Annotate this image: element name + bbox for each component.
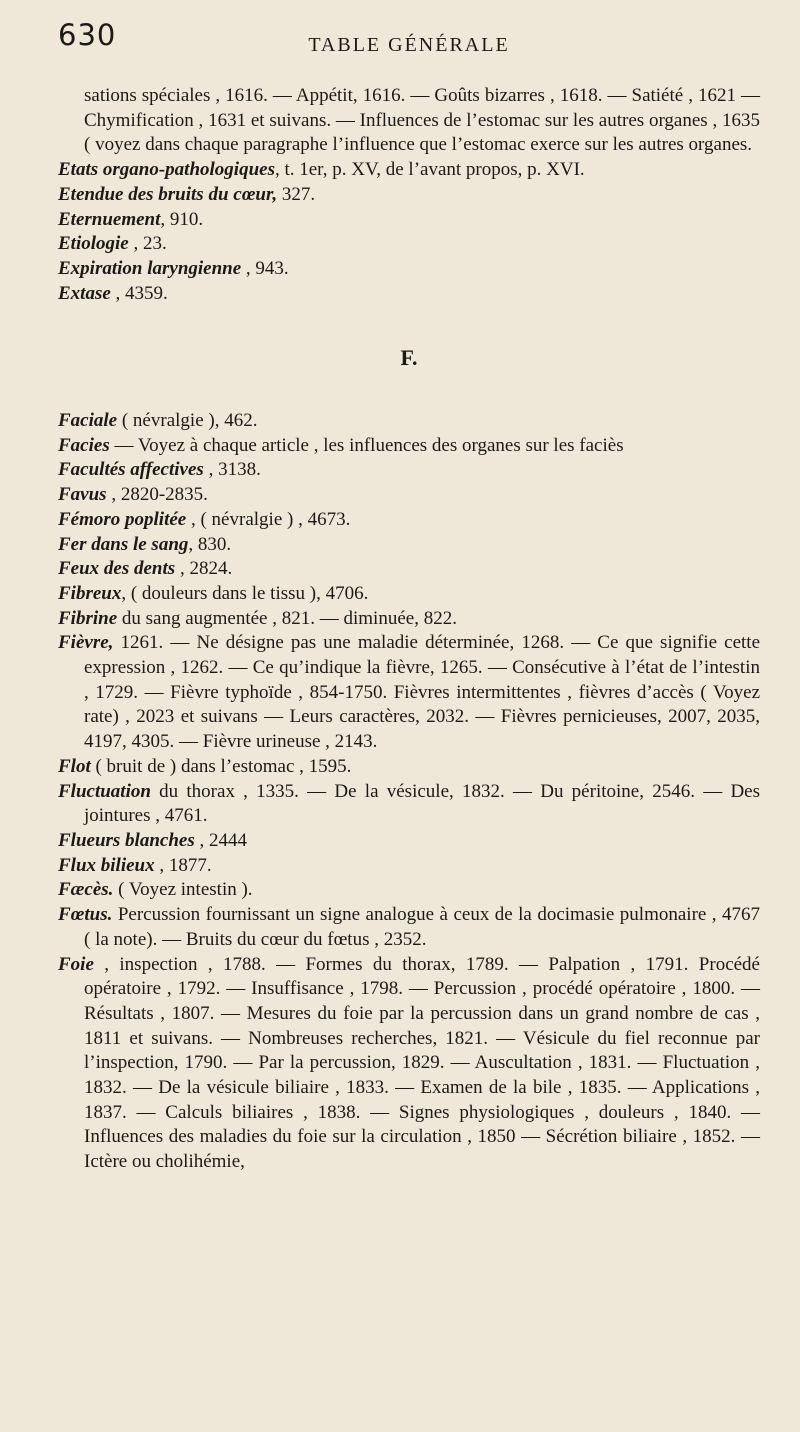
- index-entry: [58, 631, 760, 755]
- section-letter: F.: [400, 345, 418, 371]
- entry-references: 327.: [277, 183, 316, 205]
- entry-term: Fluctuation: [58, 780, 151, 802]
- entry-term: Flueurs blanches: [58, 829, 195, 851]
- index-entry: [58, 607, 760, 632]
- index-entry: [58, 780, 760, 829]
- index-entry: [58, 208, 760, 233]
- entry-term: Foie: [58, 953, 94, 975]
- index-entry: [58, 903, 760, 952]
- entry-references: , 2820-2835.: [106, 484, 208, 506]
- entry-term: Fer dans le sang: [58, 533, 189, 555]
- entry-references: — Voyez à chaque article , les influences des organes sur les faciès: [109, 434, 624, 456]
- entry-references: 1261. — Ne désigne pas une maladie déterminée, 1268. — Ce que signifie cette expression , 1262. — Ce qu’indique la fièvre, 1265. — Consécutive à l’état de l’intestin , 1729. — Fièvre typhoïde , 854-1750. Fièvres intermittentes , fièvres d’accès ( Voyez rate) , 2023 et suivans — Leurs caractères, 2032. — Fièvres pernicieuses, 2007, 2035, 4197, 4305. — Fièvre urineuse , 2143.: [84, 632, 760, 753]
- index-entry: [58, 282, 760, 307]
- index-entry: [58, 434, 760, 459]
- index-entry: [58, 508, 760, 533]
- entry-term: Flot: [58, 755, 91, 777]
- index-entry: [58, 755, 760, 780]
- entry-references: , 1877.: [154, 854, 212, 876]
- entry-references: ( bruit de ) dans l’estomac , 1595.: [90, 755, 352, 777]
- entry-term: Facultés affectives: [58, 459, 204, 481]
- entry-references: , inspection , 1788. — Formes du thorax, 1789. — Palpation , 1791. Procédé opératoire , 1792. — Insuffisance , 1798. — Percussion , procédé opératoire , 1800. — Résultats , 1807. — Mesures du foie par la percussion dans un grand nombre de cas , 1811 et suivans. — Nombreuses recherches, 1821. — Vésicule du fiel reconnue par l’inspection, 1790. — Par la percussion, 1829. — Auscultation , 1831. — Fluctuation , 1832. — De la vésicule biliaire , 1833. — Examen de la bile , 1835. — Applications , 1837. — Calculs biliaires , 1838. — Signes physiologiques , douleurs , 1840. — Influences des maladies du foie sur la circulation , 1850 — Sécrétion biliaire , 1852. — Ictère ou cholihémie,: [84, 953, 760, 1173]
- running-title: TABLE GÉNÉRALE: [308, 34, 510, 56]
- entry-term: Favus: [58, 484, 107, 506]
- entry-term: Eternuement: [58, 208, 161, 230]
- entry-references: , 943.: [241, 257, 289, 279]
- page-header: [58, 0, 760, 84]
- entry-term: Etendue des bruits du cœur,: [58, 183, 278, 205]
- entry-term: Expiration laryngienne: [58, 257, 242, 279]
- index-entry: [58, 829, 760, 854]
- index-entry: [58, 483, 760, 508]
- entry-references: , ( douleurs dans le tissu ), 4706.: [121, 582, 369, 604]
- entry-term: Fœtus.: [58, 904, 113, 926]
- entry-references: ( Voyez intestin ).: [113, 879, 253, 901]
- page-number: 630: [58, 18, 117, 52]
- entry-references: , 2824.: [175, 558, 233, 580]
- entry-term: Fièvre,: [58, 632, 114, 654]
- index-entry: [58, 533, 760, 558]
- entry-references: du thorax , 1335. — De la vésicule, 1832. — Du péritoine, 2546. — Des jointures , 4761.: [84, 780, 760, 827]
- index-entry: [58, 557, 760, 582]
- entry-term: Fæcès.: [58, 879, 114, 901]
- entry-term: Feux des dents: [58, 558, 176, 580]
- entry-term: Fibreux: [58, 582, 122, 604]
- entry-references: ( névralgie ), 462.: [117, 410, 258, 432]
- index-entry: [58, 878, 760, 903]
- continued-entry: sations spéciales , 1616. — Appétit, 1616. — Goûts bizarres , 1618. — Satiété , 1621 — Chymification , 1631 et suivans. — Influences de l’estomac sur les autres organes , 1635 ( voyez dans chaque paragraphe l’influence que l’estomac exerce sur les autres organes.: [84, 85, 760, 156]
- index-entry: [58, 158, 760, 183]
- entry-term: Fibrine: [58, 607, 118, 629]
- entry-references: , 2444: [194, 829, 247, 851]
- entry-references: du sang augmentée , 821. — diminuée, 822.: [117, 607, 457, 629]
- entry-references: , ( névralgie ) , 4673.: [186, 508, 351, 530]
- index-entry: [58, 183, 760, 208]
- entry-references: , 23.: [128, 233, 167, 255]
- e-entries: [58, 158, 760, 306]
- entry-references: , 4359.: [110, 282, 168, 304]
- entry-term: Fémoro poplitée: [58, 508, 187, 530]
- entry-term: Extase: [58, 282, 111, 304]
- index-entry: [58, 854, 760, 879]
- index-entry: [58, 458, 760, 483]
- index-entry: [58, 232, 760, 257]
- index-entry: [58, 582, 760, 607]
- entry-references: , 910.: [160, 208, 204, 230]
- entry-term: Flux bilieux: [58, 854, 155, 876]
- entry-references: , t. 1er, p. XV, de l’avant propos, p. XVI.: [274, 159, 585, 181]
- entry-term: Faciale: [58, 410, 118, 432]
- entry-term: Etiologie: [58, 233, 129, 255]
- index-text: [58, 84, 760, 1175]
- entry-references: , 3138.: [203, 459, 261, 481]
- f-entries: [58, 409, 760, 1175]
- index-entry: [58, 953, 760, 1175]
- entry-references: Percussion fournissant un signe analogue à ceux de la docimasie pulmonaire , 4767 ( la note). — Bruits du cœur du fœtus , 2352.: [84, 904, 760, 950]
- index-entry: [58, 257, 760, 282]
- index-entry: [58, 409, 760, 434]
- entry-term: Facies: [58, 434, 110, 456]
- entry-references: , 830.: [188, 533, 232, 555]
- entry-term: Etats organo-pathologiques: [58, 159, 275, 181]
